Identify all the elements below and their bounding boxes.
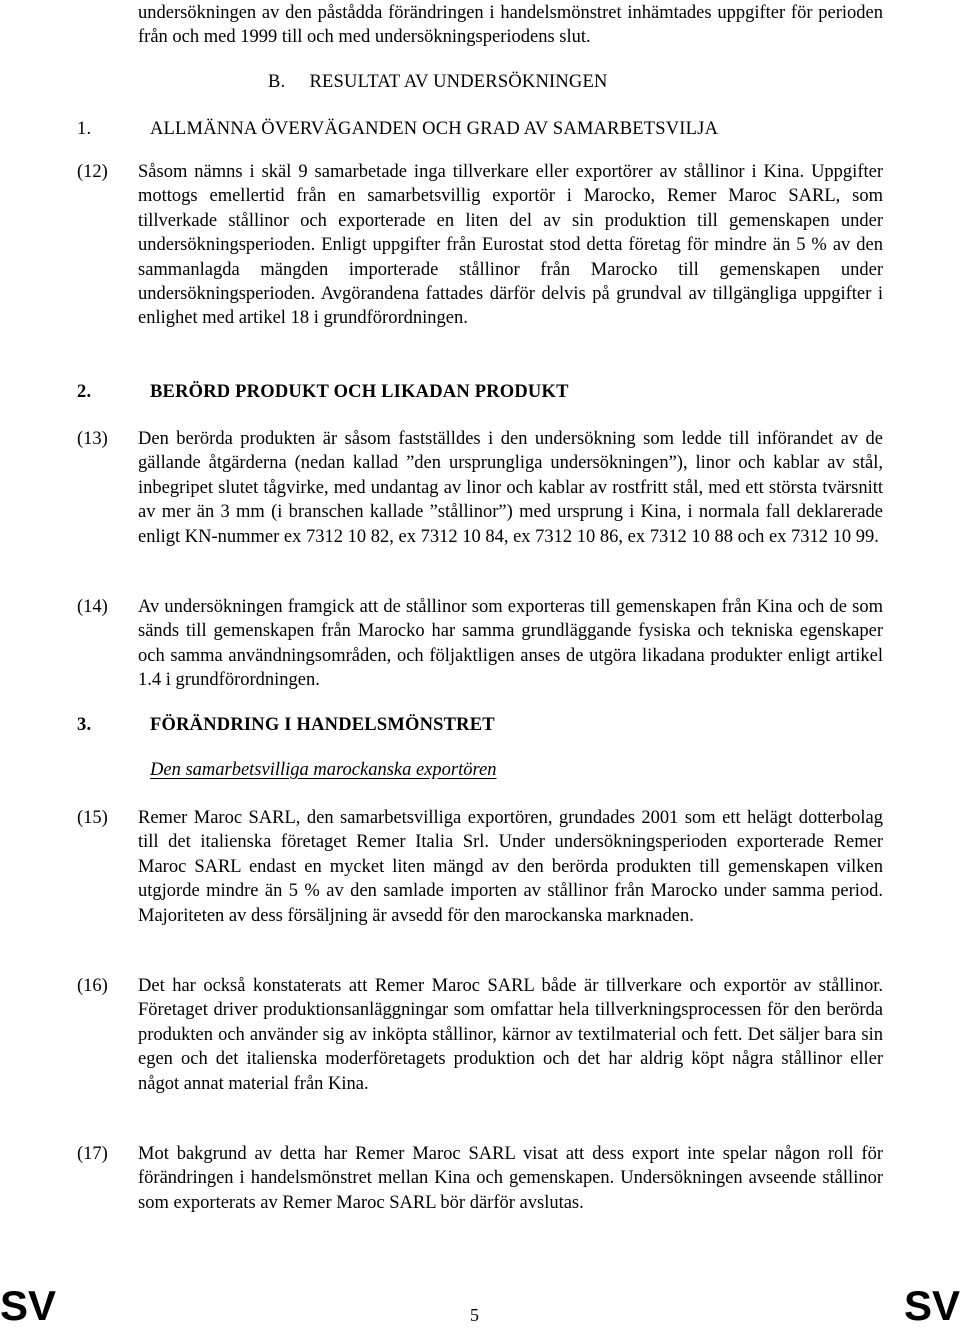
section-heading-3-number: 3.: [77, 715, 92, 735]
section-heading-2-title: BERÖRD PRODUKT OCH LIKADAN PRODUKT: [150, 382, 569, 402]
paragraph-number-14: (14): [77, 597, 108, 617]
paragraph-15: Remer Maroc SARL, den samarbetsvilliga exportören, grundades 2001 som ett helägt dotterbolag till det italienska företaget Remer Italia Srl. Under undersökningsperioden exporterade Remer Maroc SARL endast en mycket liten mängd av den berörda produkten till gemenskapen vilken utgjorde mindre än 5 % av den samlade importen av stållinor från Marocko under samma period. Majoriteten av dess försäljning är avsedd för den marockanska marknaden.: [138, 808, 883, 926]
paragraph-number-12: (12): [77, 162, 108, 182]
footer-language-right: SV: [903, 1282, 960, 1329]
section-heading-3-title: FÖRÄNDRING I HANDELSMÖNSTRET: [150, 715, 495, 735]
paragraph-16: Det har också konstaterats att Remer Maroc SARL både är tillverkare och exportör av stållinor. Företaget driver produktionsanläggningar som omfattar hela tillverkningsprocessen för den berörda produkten och använder sig av inköpta stållinor, kärnor av textilmaterial och fett. Det säljer bara sin egen och det italienska moderföretagets produktion och det har aldrig köpt några stållinor eller något annat material från Kina.: [138, 976, 883, 1094]
paragraph-number-17: (17): [77, 1144, 108, 1164]
section-heading-b: [268, 70, 608, 94]
paragraph-13: Den berörda produkten är såsom fastställdes i den undersökning som ledde till införandet av de gällande åtgärderna (nedan kallad ”den ursprungliga undersökningen”), linor och kablar av stål, inbegripet slutet tågvirke, med undantag av linor och kablar av rostfritt stål, med ett största tvärsnitt av mer än 3 mm (i branschen kallade ”stållinor”) med ursprung i Kina, i normala fall deklarerade enligt KN-nummer ex 7312 10 82, ex 7312 10 84, ex 7312 10 86, ex 7312 10 88 och ex 7312 10 99.: [138, 429, 883, 547]
section-heading-1-number: 1.: [77, 119, 92, 139]
section-heading-b-title: RESULTAT AV UNDERSÖKNINGEN: [309, 72, 608, 92]
footer-language-left: SV: [0, 1282, 57, 1329]
subheading-exporter: Den samarbetsvilliga marockanska exportören: [150, 760, 497, 780]
intro-paragraph: undersökningen av den påstådda förändringen i handelsmönstret inhämtades uppgifter för perioden från och med 1999 till och med undersökningsperiodens slut.: [138, 3, 883, 48]
page-number: 5: [470, 1305, 479, 1325]
paragraph-number-16: (16): [77, 976, 108, 996]
section-heading-b-number: B.: [268, 72, 286, 92]
paragraph-17: Mot bakgrund av detta har Remer Maroc SARL visat att dess export inte spelar någon roll för förändringen i handelsmönstret mellan Kina och gemenskapen. Undersökningen avseende stållinor som exporterats av Remer Maroc SARL bör därför avslutas.: [138, 1144, 883, 1213]
paragraph-number-13: (13): [77, 429, 108, 449]
paragraph-14: Av undersökningen framgick att de stållinor som exporteras till gemenskapen från Kina och de som sänds till gemenskapen från Marocko har samma grundläggande fysiska och tekniska egenskaper och samma användningsområden, och följaktligen anses de utgöra likadana produkter enligt artikel 1.4 i grundförordningen.: [138, 597, 883, 691]
paragraph-12: Såsom nämns i skäl 9 samarbetade inga tillverkare eller exportörer av stållinor i Kina. Uppgifter mottogs emellertid från en samarbetsvillig exportör i Marocko, Remer Maroc SARL, som tillverkade stållinor och exporterade en liten del av sin produktion till gemenskapen under undersökningsperioden. Enligt uppgifter från Eurostat stod detta företag för mindre än 5 % av den sammanlagda mängden importerade stållinor från Marocko till gemenskapen under undersökningsperioden. Avgörandena fattades därför delvis på grundval av tillgängliga uppgifter i enlighet med artikel 18 i grundförordningen.: [138, 162, 883, 329]
section-heading-2-number: 2.: [77, 382, 92, 402]
section-heading-1-title: ALLMÄNNA ÖVERVÄGANDEN OCH GRAD AV SAMARBETSVILJA: [150, 119, 719, 139]
paragraph-number-15: (15): [77, 808, 108, 828]
